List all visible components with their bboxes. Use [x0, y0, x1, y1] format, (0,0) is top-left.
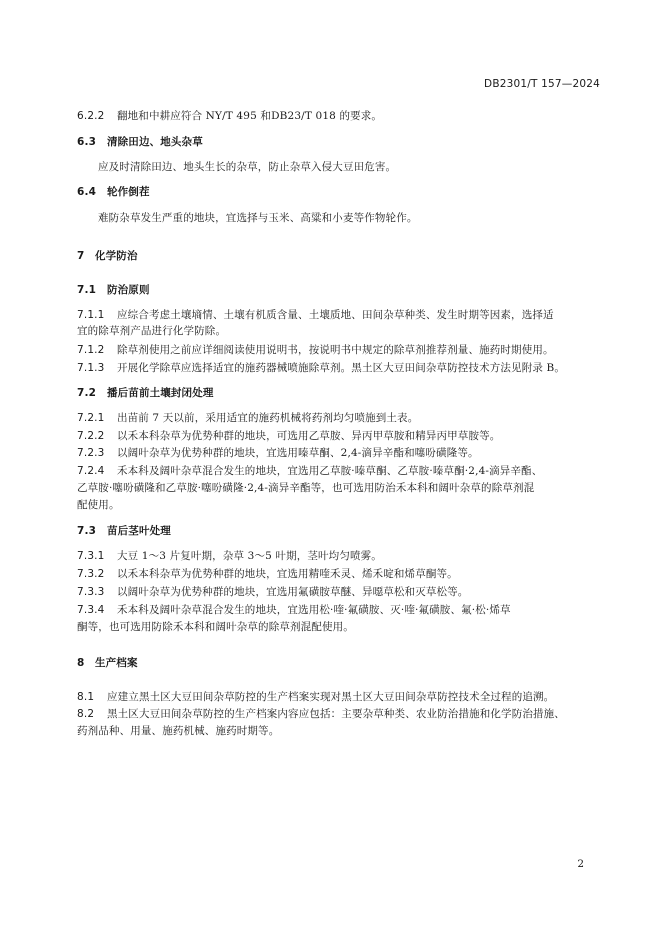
clause-7-2-4-cont: 乙草胺·噻吩磺隆和乙草胺·噻吩磺隆·2,4-滴异辛酯等，也可选用防治禾本科和阔叶杂草的除草剂混 — [77, 482, 535, 494]
heading-number: 8 — [77, 657, 85, 669]
clause-text: 以阔叶杂草为优势种群的地块，宜选用嗪草酮、2,4-滴异辛酯和噻吩磺隆等。 — [117, 447, 479, 459]
clause-text: 除草剂使用之前应详细阅读使用说明书，按说明书中规定的除草剂推荐剂量、施药时期使用。 — [117, 344, 554, 356]
clause-number: 7.3.3 — [77, 586, 105, 598]
heading-7-2 — [77, 386, 597, 400]
clause-number: 7.3.2 — [77, 568, 105, 580]
heading-number: 7.3 — [77, 525, 97, 537]
clause-number: 7.2.4 — [77, 465, 105, 477]
clause-text: 应建立黑土区大豆田间杂草防控的生产档案实现对黑土区大豆田间杂草防控技术全过程的追溯。 — [107, 691, 555, 703]
clause-number: 7.1.1 — [77, 309, 105, 321]
clause-text: 禾本科及阔叶杂草混合发生的地块，宜选用松·喹·氟磺胺、灭·喹·氟磺胺、氟·松·烯草 — [117, 604, 511, 616]
clause-6-2-2 — [77, 109, 597, 123]
clause-8-2-cont: 药剂品种、用量、施药机械、施药时期等。 — [77, 725, 280, 737]
clause-number: 8.1 — [77, 691, 95, 703]
clause-text: 以禾本科杂草为优势种群的地块，宜选用精喹禾灵、烯禾啶和烯草酮等。 — [117, 568, 458, 580]
clause-8-2 — [77, 707, 597, 721]
clause-7-2-1 — [77, 411, 597, 425]
heading-7 — [77, 249, 597, 263]
clause-number: 7.1.3 — [77, 362, 105, 374]
paragraph-6-4: 难防杂草发生严重的地块，宜选择与玉米、高粱和小麦等作物轮作。 — [98, 212, 418, 224]
clause-number: 7.2.3 — [77, 447, 105, 459]
heading-number: 7.2 — [77, 387, 97, 399]
heading-text: 化学防治 — [95, 250, 138, 262]
heading-6-3 — [77, 135, 597, 149]
clause-7-1-1-cont: 宜的除草剂产品进行化学防除。 — [77, 325, 227, 337]
heading-text: 播后苗前土壤封闭处理 — [107, 387, 214, 399]
heading-number: 6.3 — [77, 136, 97, 148]
heading-text: 苗后茎叶处理 — [107, 525, 171, 537]
clause-7-3-3 — [77, 585, 597, 599]
clause-text: 开展化学除草应选择适宜的施药器械喷施除草剂。黑土区大豆田间杂草防控技术方法见附录 B。 — [117, 362, 566, 374]
heading-number: 7 — [77, 250, 85, 262]
clause-7-2-2 — [77, 429, 597, 443]
heading-6-4 — [77, 185, 597, 199]
clause-text: 出苗前 7 天以前，采用适宜的施药机械将药剂均匀喷施到土表。 — [117, 412, 419, 424]
clause-text: 翻地和中耕应符合 NY/T 495 和DB23/T 018 的要求。 — [117, 110, 383, 122]
clause-text: 以阔叶杂草为优势种群的地块，宜选用氟磺胺草醚、异噁草松和灭草松等。 — [117, 586, 469, 598]
clause-8-1 — [77, 690, 597, 704]
heading-text: 防治原则 — [107, 284, 150, 296]
clause-7-3-4 — [77, 603, 597, 617]
clause-number: 7.2.2 — [77, 430, 105, 442]
clause-text: 大豆 1～3 片复叶期，杂草 3～5 叶期，茎叶均匀喷雾。 — [117, 550, 382, 562]
clause-7-3-1 — [77, 549, 597, 563]
clause-number: 7.3.4 — [77, 604, 105, 616]
heading-7-3 — [77, 524, 597, 538]
clause-text: 黑土区大豆田间杂草防控的生产档案内容应包括：主要杂草种类、农业防治措施和化学防治措施、 — [107, 708, 565, 720]
heading-text: 清除田边、地头杂草 — [107, 136, 203, 148]
clause-number: 8.2 — [77, 708, 95, 720]
clause-text: 应综合考虑土壤墒情、土壤有机质含量、土壤质地、田间杂草种类、发生时期等因素，选择适 — [117, 309, 554, 321]
heading-text: 轮作倒茬 — [107, 186, 150, 198]
page-number: 2 — [577, 858, 584, 870]
clause-7-1-2 — [77, 343, 597, 357]
clause-7-1-3 — [77, 361, 597, 375]
clause-7-2-4 — [77, 464, 597, 478]
clause-7-3-2 — [77, 567, 597, 581]
clause-number: 7.3.1 — [77, 550, 105, 562]
heading-number: 7.1 — [77, 284, 97, 296]
heading-text: 生产档案 — [95, 657, 138, 669]
clause-7-2-4-cont: 配使用。 — [77, 499, 120, 511]
clause-text: 禾本科及阔叶杂草混合发生的地块，宜选用乙草胺·嗪草酮、乙草胺·嗪草酮·2,4-滴异辛酯、 — [117, 465, 543, 477]
heading-number: 6.4 — [77, 186, 97, 198]
clause-number: 7.1.2 — [77, 344, 105, 356]
clause-number: 6.2.2 — [77, 110, 105, 122]
clause-text: 以禾本科杂草为优势种群的地块，可选用乙草胺、异丙甲草胺和精异丙甲草胺等。 — [117, 430, 501, 442]
heading-7-1 — [77, 283, 597, 297]
clause-number: 7.2.1 — [77, 412, 105, 424]
clause-7-2-3 — [77, 446, 597, 460]
clause-7-1-1 — [77, 308, 597, 322]
document-code: DB2301/T 157—2024 — [484, 78, 600, 90]
heading-8 — [77, 656, 597, 670]
clause-7-3-4-cont: 酮等，也可选用防除禾本科和阔叶杂草的除草剂混配使用。 — [77, 621, 354, 633]
paragraph-6-3: 应及时清除田边、地头生长的杂草，防止杂草入侵大豆田危害。 — [98, 161, 397, 173]
